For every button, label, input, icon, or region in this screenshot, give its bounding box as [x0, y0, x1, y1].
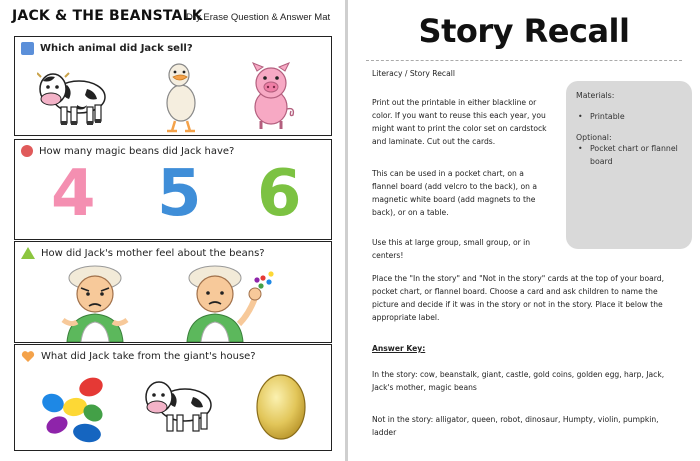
square-icon: [21, 42, 34, 55]
optional-label: Optional:: [576, 133, 612, 142]
answer-number-four: 4: [51, 157, 96, 231]
answer-number-six: 6: [257, 157, 302, 231]
happy-mother-picture: [177, 264, 287, 342]
question-header: [21, 42, 193, 55]
question-card-mother-feeling: [14, 241, 332, 343]
optional-list: [576, 142, 682, 168]
materials-label: Materials:: [576, 91, 615, 100]
question-header: [21, 350, 256, 363]
answer-key-not-in-story: Not in the story: alligator, queen, robot, dinosaur, Humpty, violin, pumpkin, ladder: [372, 415, 659, 437]
materials-item: • Printable: [576, 110, 682, 123]
golden-egg-picture: [253, 367, 309, 443]
question-card-animal: [14, 36, 332, 136]
pig-picture: [243, 61, 301, 131]
instructions-paragraph-groups: Use this at large group, small group, or in centers!: [372, 238, 531, 260]
category-label: Literacy / Story Recall: [372, 69, 455, 78]
upset-mother-picture: [57, 264, 133, 342]
triangle-icon: [21, 247, 35, 259]
question-card-beans-count: [14, 139, 332, 240]
cow-picture: [143, 371, 215, 437]
materials-list: [576, 110, 682, 123]
magic-beans-picture: [37, 373, 111, 443]
materials-box: [566, 81, 692, 249]
question-text: How did Jack's mother feel about the beans?: [41, 247, 265, 259]
page-title: Story Recall: [418, 12, 630, 50]
cow-picture: [37, 63, 109, 129]
question-text: How many magic beans did Jack have?: [39, 145, 235, 157]
optional-item: • Pocket chart or flannel board: [576, 142, 682, 168]
dashed-divider: [366, 60, 682, 61]
instructions-paragraph-print: Print out the printable in either blackline or color. If you want to reuse this each year, you might want to print the color set on cardstock and laminate. Cut out the cards.: [372, 98, 547, 146]
question-header: [21, 247, 265, 259]
mat-header: [0, 0, 345, 34]
mat-subtitle: Dry Erase Question & Answer Mat: [186, 12, 331, 23]
instructions-paragraph-activity: Place the "In the story" and "Not in the story" cards at the top of your board, pocket chart, or flannel board. Choose a card and ask children to name the picture and decide if it was in the story or not in the story. Place it below the appropriate label.: [372, 274, 664, 322]
answer-key-in-story: In the story: cow, beanstalk, giant, castle, gold coins, golden egg, harp, Jack, Jack's mother, magic beans: [372, 370, 665, 392]
question-header: [21, 145, 234, 157]
question-text: Which animal did Jack sell?: [40, 43, 193, 54]
question-text: What did Jack take from the giant's house?: [41, 351, 256, 362]
circle-icon: [21, 145, 33, 157]
heart-icon: [21, 350, 35, 363]
question-answer-mat-page: [0, 0, 345, 461]
duck-picture: [155, 59, 205, 133]
instructions-paragraph-usage: This can be used in a pocket chart, on a flannel board (add velcro to the back), on a magnetic white board (add magnets to the back), or on a table.: [372, 169, 538, 217]
story-recall-page: [348, 0, 700, 461]
answer-key-label: Answer Key:: [372, 344, 426, 353]
answer-number-five: 5: [157, 157, 202, 231]
question-card-giant-house: [14, 344, 332, 451]
mat-title: JACK & THE BEANSTALK: [12, 8, 203, 24]
